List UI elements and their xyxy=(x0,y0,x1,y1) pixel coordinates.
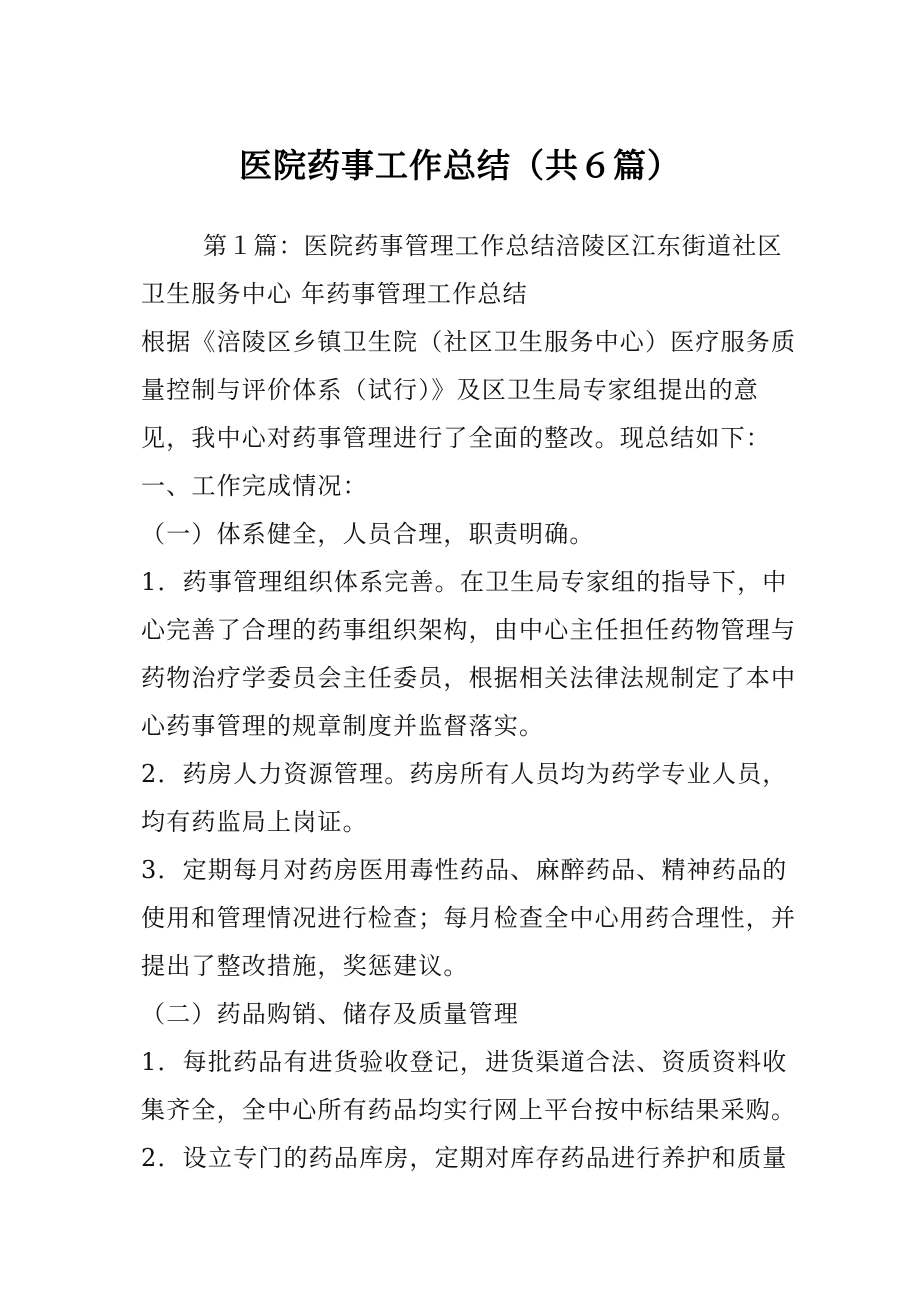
paragraph-section-heading: 一、工作完成情况： xyxy=(141,472,368,500)
paragraph-item-2-2: 2．设立专门的药品库房，定期对库存药品进行养护和质量 xyxy=(141,1144,788,1172)
document-body xyxy=(141,222,801,1182)
paragraph-item-1-1: 1．药事管理组织体系完善。在卫生局专家组的指导下，中心完善了合理的药事组织架构，由中心主任担任药物管理与药物治疗学委员会主任委员，根据相关法律法规制定了本中心药事管理的规章制度并监督落实。 xyxy=(141,568,797,740)
paragraph-subsection-2: （二）药品购销、储存及质量管理 xyxy=(141,1000,519,1028)
paragraph-item-1-2: 2．药房人力资源管理。药房所有人员均为药学专业人员，均有药监局上岗证。 xyxy=(141,760,788,836)
paragraph-item-1-3: 3．定期每月对药房医用毒性药品、麻醉药品、精神药品的使用和管理情况进行检查；每月检查全中心用药合理性，并提出了整改措施，奖惩建议。 xyxy=(141,856,797,980)
paragraph-intro: 根据《涪陵区乡镇卫生院（社区卫生服务中心）医疗服务质量控制与评价体系（试行）》及区卫生局专家组提出的意见，我中心对药事管理进行了全面的整改。现总结如下： xyxy=(141,328,797,452)
paragraph-item-2-1: 1．每批药品有进货验收登记，进货渠道合法、资质资料收集齐全，全中心所有药品均实行网上平台按中标结果采购。 xyxy=(141,1048,797,1124)
paragraph-subsection-1: （一）体系健全，人员合理，职责明确。 xyxy=(141,520,595,548)
paragraph-chapter-heading: 第１篇：医院药事管理工作总结涪陵区江东街道社区卫生服务中心 年药事管理工作总结 xyxy=(141,232,783,308)
document-title: 医院药事工作总结（共６篇） xyxy=(239,146,681,185)
